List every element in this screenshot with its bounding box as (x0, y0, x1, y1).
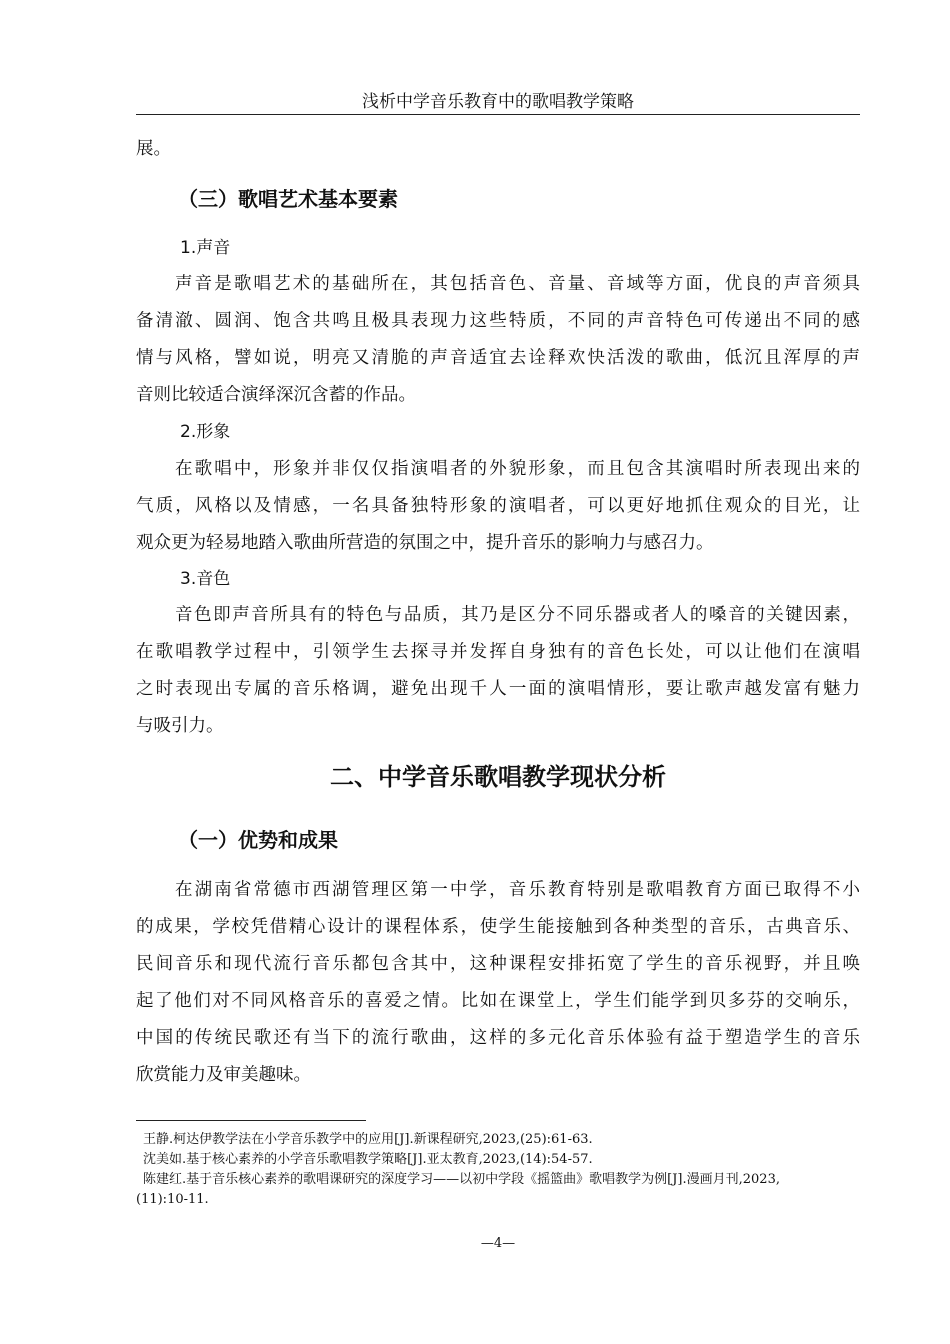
chapter-heading: 二、中学音乐歌唱教学现状分析 (330, 763, 666, 791)
page-number: —4— (480, 1236, 516, 1251)
footnote-divider (136, 1120, 366, 1121)
section-heading: （三）歌唱艺术基本要素 (178, 187, 398, 211)
paragraph-line: 的成果，学校凭借精心设计的课程体系，使学生能接触到各种类型的音乐，古典音乐、 (136, 917, 860, 937)
paragraph-line: 声音是歌唱艺术的基础所在，其包括音色、音量、音域等方面，优良的声音须具 (175, 274, 860, 294)
footnote: 王静.柯达伊教学法在小学音乐教学中的应用[J].新课程研究,2023,(25):61-63. (143, 1132, 593, 1147)
header-divider (136, 114, 860, 115)
paragraph-line: 情与风格，譬如说，明亮又清脆的声音适宜去诠释欢快活泼的歌曲，低沉且浑厚的声 (136, 348, 860, 368)
subsection-title: 1.声音 (180, 238, 231, 258)
subsection-title: 2.形象 (180, 422, 231, 442)
paragraph-line: 音则比较适合演绎深沉含蓄的作品。 (136, 385, 416, 405)
paragraph-line: 观众更为轻易地踏入歌曲所营造的氛围之中，提升音乐的影响力与感召力。 (136, 533, 714, 553)
paragraph-line: 气质，风格以及情感，一名具备独特形象的演唱者，可以更好地抓住观众的目光，让 (136, 496, 860, 516)
paragraph-line: 之时表现出专属的音乐格调，避免出现千人一面的演唱情形，要让歌声越发富有魅力 (136, 679, 860, 699)
paragraph-line: 起了他们对不同风格音乐的喜爱之情。比如在课堂上，学生们能学到贝多芬的交响乐， (136, 991, 860, 1011)
paragraph-line: 与吸引力。 (136, 716, 224, 736)
paragraph-line: 备清澈、圆润、饱含共鸣且极具表现力这些特质，不同的声音特色可传递出不同的感 (136, 311, 860, 331)
paragraph-line: 中国的传统民歌还有当下的流行歌曲，这样的多元化音乐体验有益于塑造学生的音乐 (136, 1028, 860, 1048)
paragraph-line: 在湖南省常德市西湖管理区第一中学，音乐教育特别是歌唱教育方面已取得不小 (175, 880, 860, 900)
paragraph-line: 音色即声音所具有的特色与品质，其乃是区分不同乐器或者人的嗓音的关键因素， (175, 605, 860, 625)
subsection-title: 3.音色 (180, 569, 231, 589)
paragraph-line: 在歌唱中，形象并非仅仅指演唱者的外貌形象，而且包含其演唱时所表现出来的 (175, 459, 860, 479)
footnote: 沈美如.基于核心素养的小学音乐歌唱教学策略[J].亚太教育,2023,(14):54-57. (143, 1152, 593, 1167)
paragraph-line: 民间音乐和现代流行音乐都包含其中，这种课程安排拓宽了学生的音乐视野，并且唤 (136, 954, 860, 974)
section-heading: （一）优势和成果 (178, 828, 338, 852)
footnote: 陈建红.基于音乐核心素养的歌唱课研究的深度学习——以初中学段《摇篮曲》歌唱教学为例[J].漫画月刊,2023, (143, 1172, 780, 1187)
footnote-continuation: (11):10-11. (136, 1192, 209, 1207)
paragraph-line: 在歌唱教学过程中，引领学生去探寻并发挥自身独有的音色长处，可以让他们在演唱 (136, 642, 860, 662)
paragraph-line: 欣赏能力及审美趣味。 (136, 1065, 311, 1085)
running-header-title: 浅析中学音乐教育中的歌唱教学策略 (362, 92, 634, 112)
paragraph-line: 展。 (136, 139, 171, 159)
